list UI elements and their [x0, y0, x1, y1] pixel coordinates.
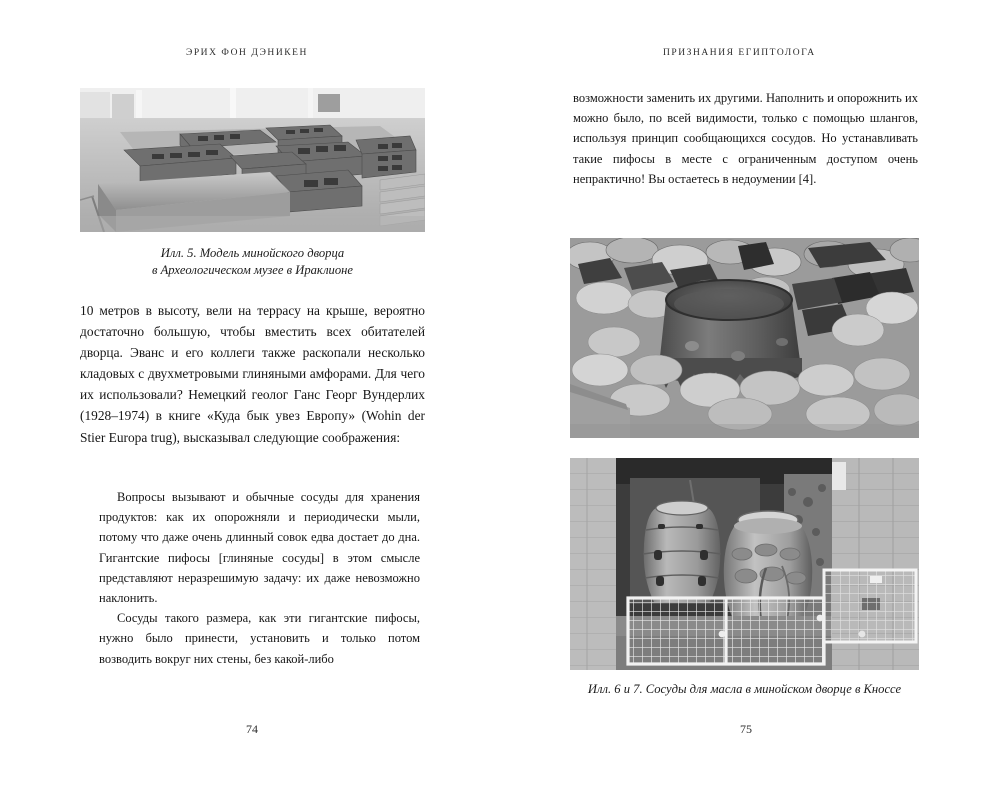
- illustrations-6-7-caption: Илл. 6 и 7. Сосуды для масла в минойском дворце в Кноссе: [587, 682, 902, 696]
- quote-continuation: возможности заменить их другими. Наполнить и опорожнить их можно было, по всей видимости, только с помощью шлангов, используя принцип сообщающихся сосудов. Но устанавливать такие пифосы в месте с ограниченным доступом очень непрактично! Вы остаетесь в недоумении [4].: [573, 91, 918, 186]
- running-head-left: ЭРИХ ФОН ДЭНИКЕН: [186, 48, 308, 58]
- caption-line-1: Илл. 5. Модель минойского дворца: [160, 246, 345, 260]
- illustration-5: [80, 88, 425, 232]
- illustration-7: [570, 458, 919, 670]
- quote-paragraph-2: Сосуды такого размера, как эти гигантские пифосы, нужно было принести, установить и только потом возводить вокруг них стены, без какой-либо: [99, 611, 420, 666]
- left-column-blockquote: [99, 487, 420, 669]
- illustration-7-photo: [570, 458, 919, 670]
- right-column-blockquote: [573, 88, 918, 189]
- illustration-5-photo: [80, 88, 425, 232]
- running-head-right: ПРИЗНАНИЯ ЕГИПТОЛОГА: [663, 48, 816, 58]
- left-column-body: [80, 300, 425, 448]
- illustration-5-caption: [80, 245, 425, 279]
- body-paragraph: 10 метров в высоту, вели на террасу на крыше, вероятно достаточно большую, чтобы вместить всех обитателей дворца. Эванс и его коллеги также раскопали несколько кладовых с двухметровыми глиняными амфорами. Для чего их использовали? Немецкий геолог Ганс Георг Вундерлих (1928–1974) в книге «Куда бык увез Европу» (Wohin der Stier Europa trug), высказывал следующие соображения:: [80, 303, 425, 445]
- caption-line-2: в Археологическом музее в Ираклионе: [151, 263, 353, 277]
- quote-paragraph-1: Вопросы вызывают и обычные сосуды для хранения продуктов: как их опорожняли и периодически мыли, потому что даже очень длинный совок едва достает до дна. Гигантские пифосы [глиняные сосуды] в этом смысле представляют неразрешимую задачу: их даже невозможно наклонить.: [99, 490, 420, 606]
- page-number-left: 74: [246, 722, 258, 736]
- page-number-right: 75: [740, 722, 752, 736]
- illustration-6-photo: [570, 238, 919, 438]
- illustration-6: [570, 238, 919, 438]
